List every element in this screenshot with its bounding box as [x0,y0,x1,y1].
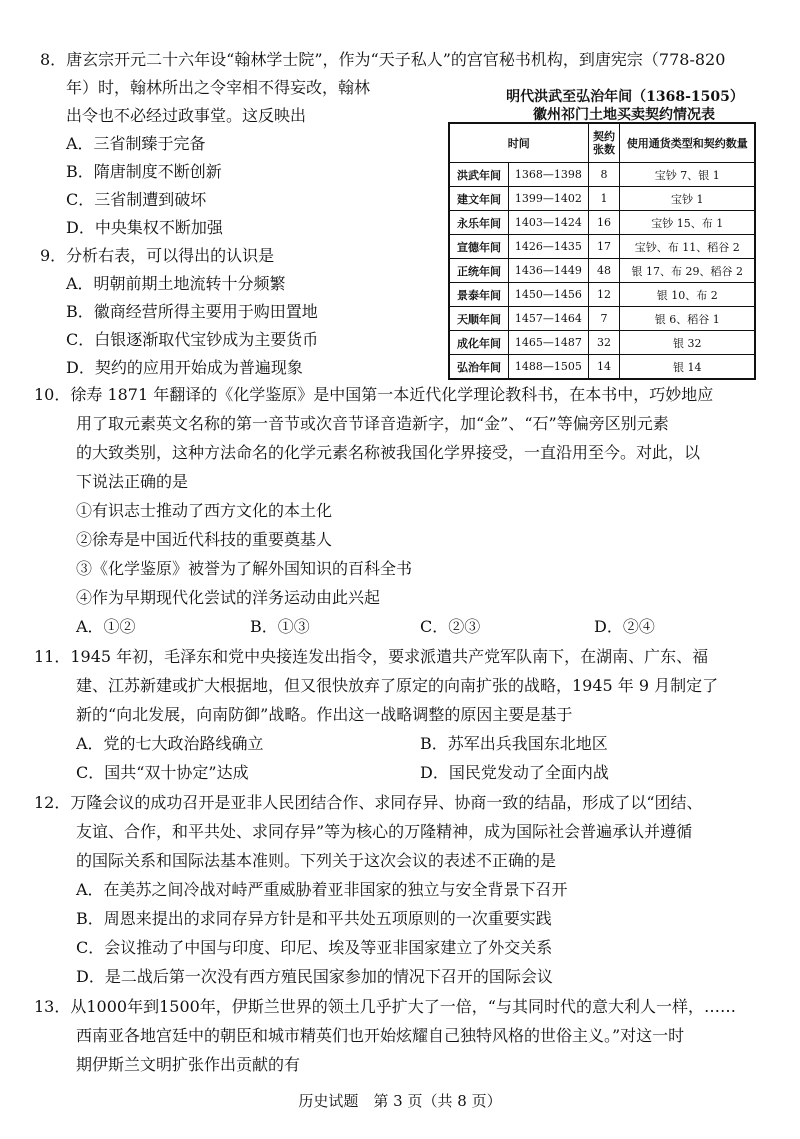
cell-currency: 银 14 [620,355,755,380]
cell-count: 12 [588,283,620,307]
q12-option-d: D．是二战后第一次没有西方殖民国家参加的情况下召开的国际会议 [76,967,553,986]
cell-currency: 银 17、布 29、稻谷 2 [620,259,755,283]
cell-years: 1426—1435 [509,235,589,259]
table-subtitle: 徽州祁门土地买卖契约情况表 [533,107,715,123]
cell-currency: 宝钞 7、银 1 [620,163,755,187]
q9-option-a: A．明朝前期土地流转十分频繁 [66,274,286,293]
cell-era: 成化年间 [449,331,509,355]
cell-years: 1399—1402 [509,187,589,211]
q11-stem-line3: 新的“向北发展，向南防御”战略。作出这一战略调整的原因主要是基于 [76,705,573,724]
cell-currency: 银 10、布 2 [620,283,755,307]
q13-stem-line3: 期伊斯兰文明扩张作出贡献的有 [76,1055,301,1074]
cell-era: 洪武年间 [449,163,509,187]
cell-years: 1465—1487 [509,331,589,355]
cell-years: 1450—1456 [509,283,589,307]
cell-era: 建文年间 [449,187,509,211]
q11-option-c: C．国共“双十协定”达成 [76,763,249,782]
cell-currency: 宝钞 15、布 1 [620,211,755,235]
cell-count: 14 [588,355,620,380]
q11-option-d: D．国民党发动了全面内战 [420,763,609,782]
cell-count: 16 [588,211,620,235]
cell-years: 1488—1505 [509,355,589,380]
cell-count: 32 [588,331,620,355]
cell-era: 弘治年间 [449,355,509,380]
cell-currency: 银 6、稻谷 1 [620,307,755,331]
q11-stem-line2: 建、江苏新建或扩大根据地，但又很快放弃了原定的向南扩张的战略，1945 年 9 月制定了 [76,676,719,695]
table-row [449,307,755,331]
table-row [449,211,755,235]
q10-statement-1: ①有识志士推动了西方文化的本土化 [76,501,333,520]
cell-era: 正统年间 [449,259,509,283]
table-row [449,283,755,307]
cell-count: 17 [588,235,620,259]
q8-stem-line2: 年）时，翰林所出之令宰相不得妄改，翰林 [66,78,371,97]
cell-currency: 银 32 [620,331,755,355]
q10-option-b: B．①③ [250,617,310,636]
q8-option-c: C．三省制遭到破坏 [66,190,207,209]
table-row [449,235,755,259]
q12-option-a: A．在美苏之间冷战对峙严重威胁着亚非国家的独立与安全背景下召开 [76,880,568,899]
q9-option-c: C．白银逐渐取代宝钞成为主要货币 [66,330,319,349]
table-row [449,355,755,380]
q11-option-b: B．苏军出兵我国东北地区 [420,734,608,753]
cell-era: 永乐年间 [449,211,509,235]
q10-option-a: A．①② [76,617,136,636]
cell-years: 1457—1464 [509,307,589,331]
q12-stem-line3: 的国际关系和国际法基本准则。下列关于这次会议的表述不正确的是 [76,851,557,870]
q9-stem: 9．分析右表，可以得出的认识是 [40,246,275,265]
q10-option-c: C．②③ [420,617,481,636]
q10-statement-2: ②徐寿是中国近代科技的重要奠基人 [76,530,333,549]
cell-count: 1 [588,187,620,211]
q10-stem-line4: 下说法正确的是 [76,472,189,491]
q8-option-b: B．隋唐制度不断创新 [66,162,222,181]
cell-era: 景泰年间 [449,283,509,307]
q12-stem-line2: 友谊、合作，和平共处、求同存异”等为核心的万隆精神，成为国际社会普遍承认并遵循 [76,822,693,841]
table-title: 明代洪武至弘治年间（1368-1505） [506,89,744,105]
table-row [449,163,755,187]
table-row [449,187,755,211]
q10-stem-line2: 用了取元素英文名称的第一音节或次音节译音造新字，加“金”、“石”等偏旁区别元素 [76,414,669,433]
cell-currency: 宝钞 1 [620,187,755,211]
q10-stem-line3: 的大致类别，这种方法命名的化学元素名称被我国化学界接受，一直沿用至今。对此，以 [76,443,701,462]
cell-years: 1436—1449 [509,259,589,283]
q10-option-d: D．②④ [594,617,655,636]
q8-stem-line1: 8．唐玄宗开元二十六年设“翰林学士院”，作为“天子私人”的宫官秘书机构，到唐宪宗（778-820 [40,50,726,69]
header-count: 契约张数 [588,123,620,163]
q8-option-a: A．三省制臻于完备 [66,134,206,153]
contract-table [448,122,756,380]
q8-option-d: D．中央集权不断加强 [66,218,223,237]
q11-stem-line1: 11．1945 年初，毛泽东和党中央接连发出指令，要求派遣共产党军队南下，在湖南、广东、福 [34,647,709,666]
cell-count: 8 [588,163,620,187]
cell-era: 宣德年间 [449,235,509,259]
q12-option-c: C．会议推动了中国与印度、印尼、埃及等亚非国家建立了外交关系 [76,938,553,957]
q10-statement-4: ④作为早期现代化尝试的洋务运动由此兴起 [76,588,381,607]
table-row [449,259,755,283]
table-header-row [449,123,755,163]
header-period: 时间 [449,123,588,163]
cell-years: 1368—1398 [509,163,589,187]
q12-stem-line1: 12．万隆会议的成功召开是亚非人民团结合作、求同存异、协商一致的结晶，形成了以“团结、 [34,793,703,812]
table-row [449,331,755,355]
cell-count: 48 [588,259,620,283]
q8-stem-line3: 出令也不必经过政事堂。这反映出 [66,106,307,125]
q13-stem-line2: 西南亚各地宫廷中的朝臣和城市精英们也开始炫耀自己独特风格的世俗主义。”对这一时 [76,1026,685,1045]
q13-stem-line1: 13．从1000年到1500年，伊斯兰世界的领土几乎扩大了一倍，“与其同时代的意大利人一样，…… [34,997,736,1016]
page-footer: 历史试题 第 3 页（共 8 页） [298,1092,502,1110]
q10-stem-line1: 10．徐寿 1871 年翻译的《化学鉴原》是中国第一本近代化学理论教科书，在本书中，巧妙地应 [34,385,714,404]
q10-statement-3: ③《化学鉴原》被誉为了解外国知识的百科全书 [76,559,413,578]
q12-option-b: B．周恩来提出的求同存异方针是和平共处五项原则的一次重要实践 [76,909,552,928]
q11-option-a: A．党的七大政治路线确立 [76,734,264,753]
q9-option-d: D．契约的应用开始成为普遍现象 [66,358,303,377]
cell-years: 1403—1424 [509,211,589,235]
cell-currency: 宝钞、布 11、稻谷 2 [620,235,755,259]
q9-option-b: B．徽商经营所得主要用于购田置地 [66,302,318,321]
cell-count: 7 [588,307,620,331]
header-currency: 使用通货类型和契约数量 [620,123,755,163]
cell-era: 天顺年间 [449,307,509,331]
